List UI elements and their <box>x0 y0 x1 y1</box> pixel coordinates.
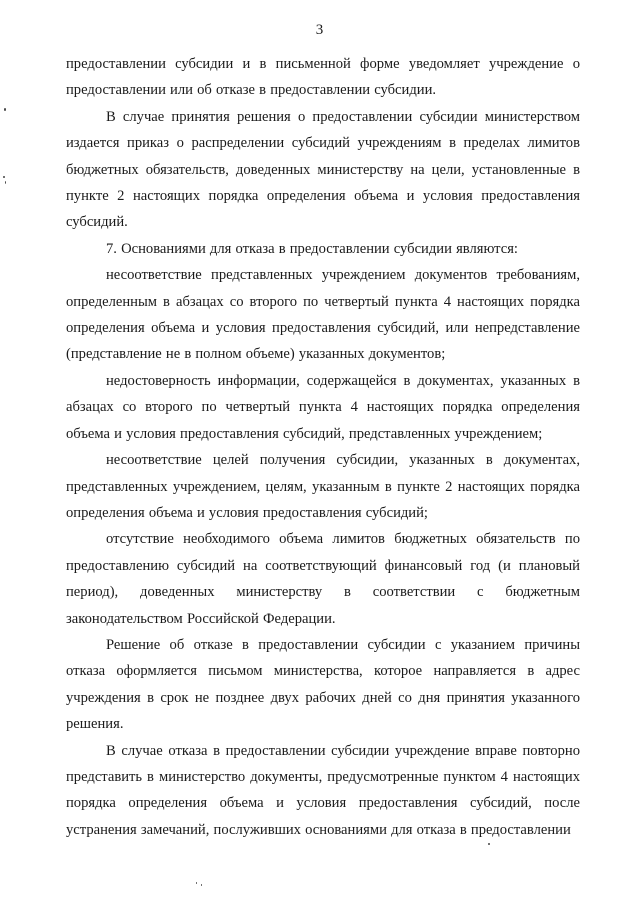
scan-speck <box>488 843 490 845</box>
paragraph-2: В случае принятия решения о предоставлении субсидии министерством издается приказ о распределении субсидий учреждениям в пределах лимитов бюджетных обязательств, доведенных министерству на цели, установленные в пункте 2 настоящих порядка определения объема и условия предоставления субсидий. <box>66 108 580 231</box>
scan-speck <box>4 108 6 111</box>
scan-speck <box>201 884 202 886</box>
paragraph-9: В случае отказа в предоставлении субсидии учреждение вправе повторно представить в министерство документы, предусмотренные пунктом 4 настоящих порядка определения объема и условия предоставления субсидий, после устранения замечаний, послуживших основаниями для отказа в предоставлении <box>66 742 580 838</box>
paragraph-8: Решение об отказе в предоставлении субсидии с указанием причины отказа оформляется письмом министерства, которое направляется в адрес учреждения в срок не позднее двух рабочих дней со дня принятия указанного решения. <box>66 636 580 733</box>
paragraph-5: недостоверность информации, содержащейся в документах, указанных в абзацах со второго по четвертый пункта 4 настоящих порядка определения объема и условия предоставления субсидий, представленных учреждением; <box>66 372 580 442</box>
scan-speck <box>5 181 6 184</box>
paragraph-1: предоставлении субсидии и в письменной форме уведомляет учреждение о предоставлении или об отказе в предоставлении субсидии. <box>66 56 580 99</box>
scan-speck <box>196 882 197 884</box>
paragraph-3-heading: 7. Основаниями для отказа в предоставлении субсидии являются: <box>106 240 518 257</box>
page-number: 3 <box>315 22 324 38</box>
paragraph-7: отсутствие необходимого объема лимитов бюджетных обязательств по предоставлению субсидий на соответствующий финансовый год (и плановый период), доведенных министерству в соответствии с бюджетным законодательством Российской Федерации. <box>66 531 580 627</box>
paragraph-4: несоответствие представленных учреждением документов требованиям, определенным в абзацах со второго по четвертый пункта 4 настоящих порядка определения объема и условия предоставления субсидий, или непредставление (представление не в полном объеме) указанных документов; <box>66 267 580 363</box>
scan-speck <box>3 176 5 178</box>
document-body <box>66 51 580 843</box>
paragraph-6: несоответствие целей получения субсидии, указанных в документах, представленных учреждением, целям, указанным в пункте 2 настоящих порядка определения объема и условия предоставления субсидий; <box>66 452 580 521</box>
